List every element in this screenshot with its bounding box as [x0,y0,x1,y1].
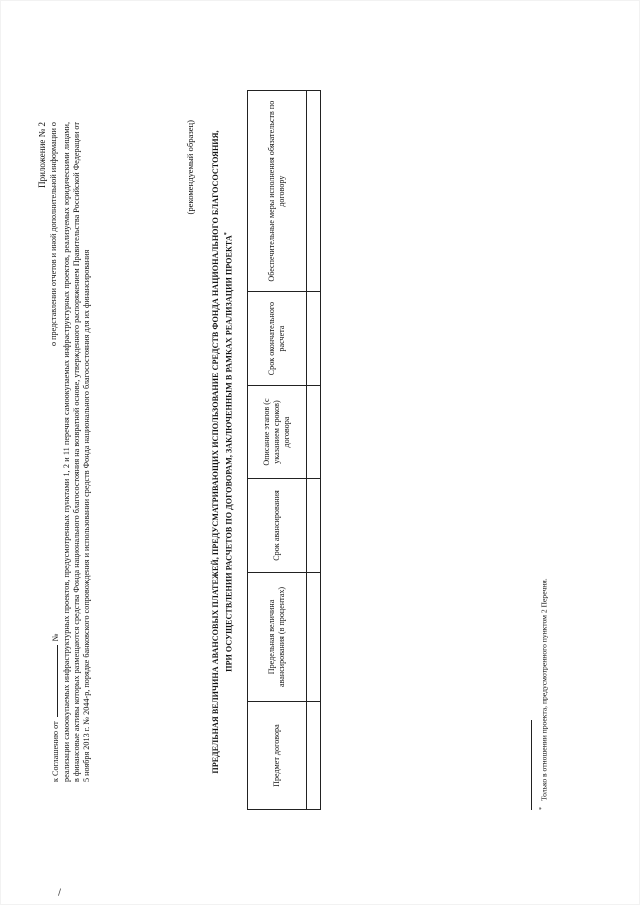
footnote-text: Только в отношении проекта, предусмотренного пунктом 2 Перечня. [539,578,549,801]
footnote-divider [531,720,532,810]
recommended-sample-label: (рекомендуемый образец) [185,120,195,215]
document-title [211,102,235,802]
advance-payments-table [247,90,321,810]
column-header-security-measures: Обеспечительные меры исполнения обязательств по договору [248,91,307,292]
agreement-date-blank [49,645,58,717]
document-title-line2: ПРИ ОСУЩЕСТВЛЕНИИ РАСЧЕТОВ ПО ДОГОВОРАМ, ЗАКЛЮЧЕННЫМ В РАМКАХ РЕАЛИЗАЦИИ ПРОЕКТА [224,235,234,672]
column-header-advance-limit: Предельная величина авансирования (в процентах) [248,572,307,701]
table-header-row [248,91,307,810]
footnote-marker: * [539,807,545,810]
table-cell [307,385,321,478]
appendix-body-text: реализации самоокупаемых инфраструктурных проектов, предусмотренных пунктами 1, 2 и 11 перечня самоокупаемых инфраструктурных проектов, реализуемых юридическими лицами, в финансовые активы которых размещаются средства Фонда национального благосостояния на возвратной основе, утвержденного распоряжением Правительства Российской Федерации от 5 ноября 2013 г. № 2044-р, порядке банковского сопровождения и использовании средств Фонда национального благосостояния для их финансирования [61,122,92,782]
footnote [539,578,549,810]
table-cell [307,479,321,572]
column-header-advance-term: Срок авансирования [248,479,307,572]
agreement-number-sign: № [51,633,61,642]
table-cell [307,292,321,385]
appendix-title: Приложение № 2 [37,122,47,188]
document-title-line1: ПРЕДЕЛЬНАЯ ВЕЛИЧИНА АВАНСОВЫХ ПЛАТЕЖЕЙ, ПРЕДУСМАТРИВАЮЩИХ ИСПОЛЬЗОВАНИЕ СРЕДСТВ ФОНДА НАЦИОНАЛЬНОГО БЛАГОСОСТОЯНИЯ, [211,130,220,774]
table-cell [307,572,321,701]
appendix-agreement-line [49,122,61,782]
column-header-stages-description: Описание этапов (с указанием сроков) договора [248,385,307,478]
title-footnote-marker: * [223,232,230,236]
page-scan-mark: / [58,888,62,898]
appendix-header [37,122,92,782]
column-header-final-settlement-term: Срок окончательного расчета [248,292,307,385]
agreement-prefix: к Соглашению от [51,721,61,782]
column-header-contract-subject: Предмет договора [248,702,307,810]
table-cell [307,702,321,810]
document-page [25,42,615,862]
table-cell [307,91,321,292]
table-row [307,91,321,810]
agreement-suffix: о представлении отчетов и иной дополнительной информации о [49,122,59,347]
